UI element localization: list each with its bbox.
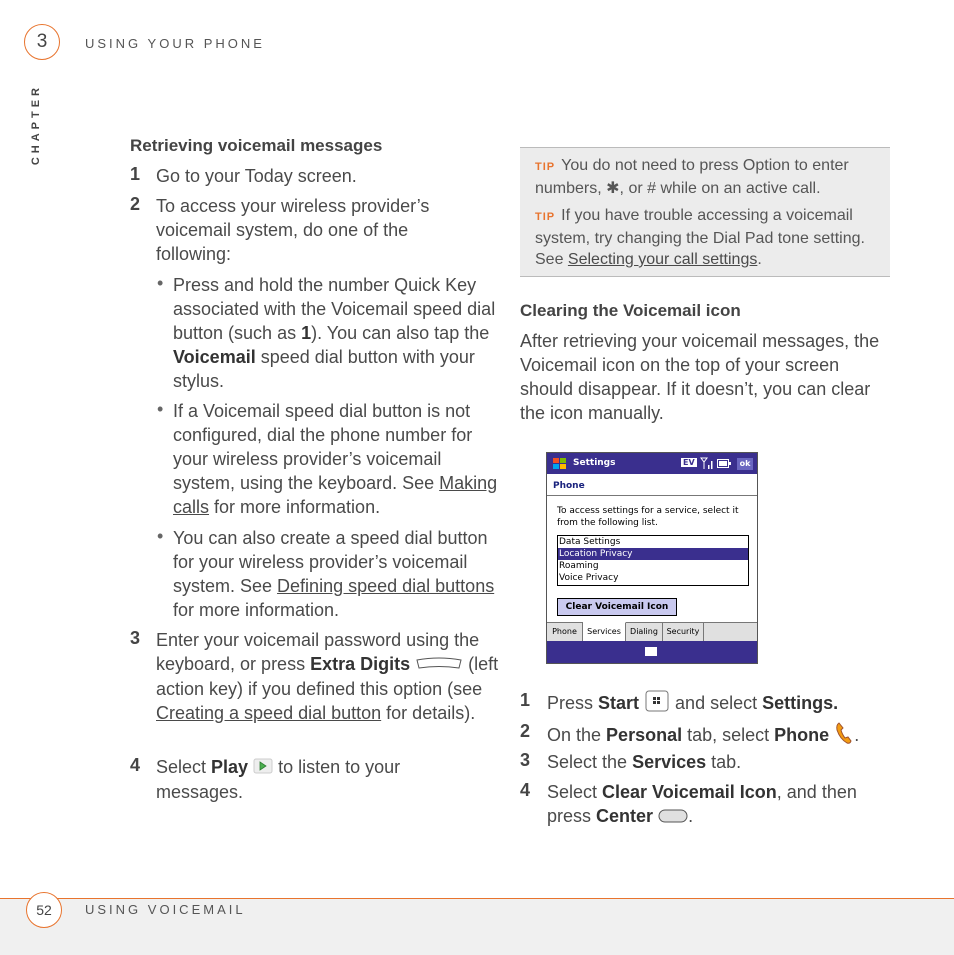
page-number-badge: 52 <box>26 892 62 928</box>
service-list-item-selected[interactable]: Location Privacy <box>558 548 748 560</box>
service-list-item[interactable]: Data Settings <box>559 537 621 547</box>
section-heading-retrieving: Retrieving voicemail messages <box>130 136 383 155</box>
tab-dialing[interactable]: Dialing <box>626 623 663 641</box>
tab-phone[interactable]: Phone <box>547 623 583 641</box>
bullet-text: If a Voicemail speed dial button is not configured, dial the phone number for your wireless provider’s voicemail system, using the keyboard. See Making calls for more information. <box>173 401 498 517</box>
step-number: 3 <box>130 628 141 648</box>
keyboard-icon[interactable] <box>645 647 657 656</box>
play-icon <box>253 756 273 780</box>
bullet-dot: • <box>157 273 164 293</box>
running-header: USING YOUR PHONE <box>85 36 265 51</box>
step-number: 4 <box>130 755 141 775</box>
left-action-key-icon <box>415 653 463 677</box>
clear-voicemail-icon-button[interactable]: Clear Voicemail Icon <box>557 598 677 616</box>
tab-security[interactable]: Security <box>663 623 704 641</box>
intro-paragraph: After retrieving your voicemail messages, the Voicemail icon on the top of your screen should disappear. If it doesn’t, you can clear the icon manually. <box>520 331 880 423</box>
link-making-calls[interactable]: Making calls <box>173 473 498 517</box>
bullet-dot: • <box>157 526 164 546</box>
running-footer: USING VOICEMAIL <box>85 902 246 917</box>
phone-settings-screenshot <box>546 452 758 664</box>
service-list-item[interactable]: Roaming <box>559 561 599 571</box>
step-text: Select the Services tab. <box>547 752 742 772</box>
center-key-icon <box>658 805 688 829</box>
service-list[interactable] <box>557 535 749 586</box>
service-list-item[interactable]: Voice Privacy <box>559 573 619 583</box>
phone-title: Settings <box>573 458 616 468</box>
step-text: Select Clear Voicemail Icon, and then press Center . <box>547 780 892 829</box>
step-text: Press Start and select Settings. <box>547 690 892 718</box>
step-number: 1 <box>520 690 531 710</box>
step-text: Go to your Today screen. <box>156 166 357 186</box>
ok-button[interactable]: ok <box>737 458 753 470</box>
phone-tab-bar <box>547 622 757 641</box>
tip-2: TIP If you have trouble accessing a voicemail system, try changing the Dial Pad tone setting. See Selecting your call settings. <box>535 207 865 268</box>
phone-description: To access settings for a service, select it from the following list. <box>557 506 739 528</box>
step-text: Enter your voicemail password using the keyboard, or press Extra Digits (left action key) if you defined this option (see Creating a speed dial button for details). <box>156 630 499 724</box>
signal-icon <box>700 456 714 473</box>
tab-services[interactable]: Services <box>583 622 626 641</box>
phone-section-title: Phone <box>553 481 585 491</box>
section-heading-clearing: Clearing the Voicemail icon <box>520 301 741 320</box>
tip-box <box>520 147 890 277</box>
ev-status-icon: EV <box>683 458 695 467</box>
step-number: 2 <box>520 721 531 741</box>
link-defining-speed-dial[interactable]: Defining speed dial buttons <box>277 576 495 596</box>
step-number: 4 <box>520 780 531 800</box>
divider <box>547 495 757 496</box>
step-number: 3 <box>520 750 531 770</box>
phone-title-bar <box>547 453 757 474</box>
bullet-text: You can also create a speed dial button for your wireless provider’s voicemail system. See Defining speed dial buttons for more information. <box>173 528 495 620</box>
link-creating-speed-dial[interactable]: Creating a speed dial button <box>156 703 382 724</box>
step-text: To access your wireless provider’s voicemail system, do one of the following: <box>156 196 430 264</box>
chapter-side-label: CHAPTER <box>30 84 42 166</box>
step-number: 1 <box>130 164 141 184</box>
phone-bottom-bar <box>547 641 757 663</box>
bullet-text: Press and hold the number Quick Key associated with the Voicemail speed dial button (such as 1). You can also tap the Voicemail speed dial button with your stylus. <box>173 275 496 391</box>
windows-start-icon <box>551 456 569 474</box>
tip-label: TIP <box>535 211 556 223</box>
start-key-icon <box>644 690 670 718</box>
link-call-settings[interactable]: Selecting your call settings <box>567 251 758 268</box>
tip-label: TIP <box>535 161 556 173</box>
bullet-dot: • <box>157 399 164 419</box>
phone-handset-icon <box>834 721 854 751</box>
step-text: On the Personal tab, select Phone . <box>547 721 892 751</box>
step-text: Select Play to listen to your messages. <box>156 757 401 803</box>
tip-1: TIP You do not need to press Option to enter numbers, ✱, or # while on an active call. <box>535 157 849 197</box>
step-number: 2 <box>130 194 141 214</box>
battery-icon <box>717 459 731 471</box>
chapter-number-badge: 3 <box>24 24 60 60</box>
